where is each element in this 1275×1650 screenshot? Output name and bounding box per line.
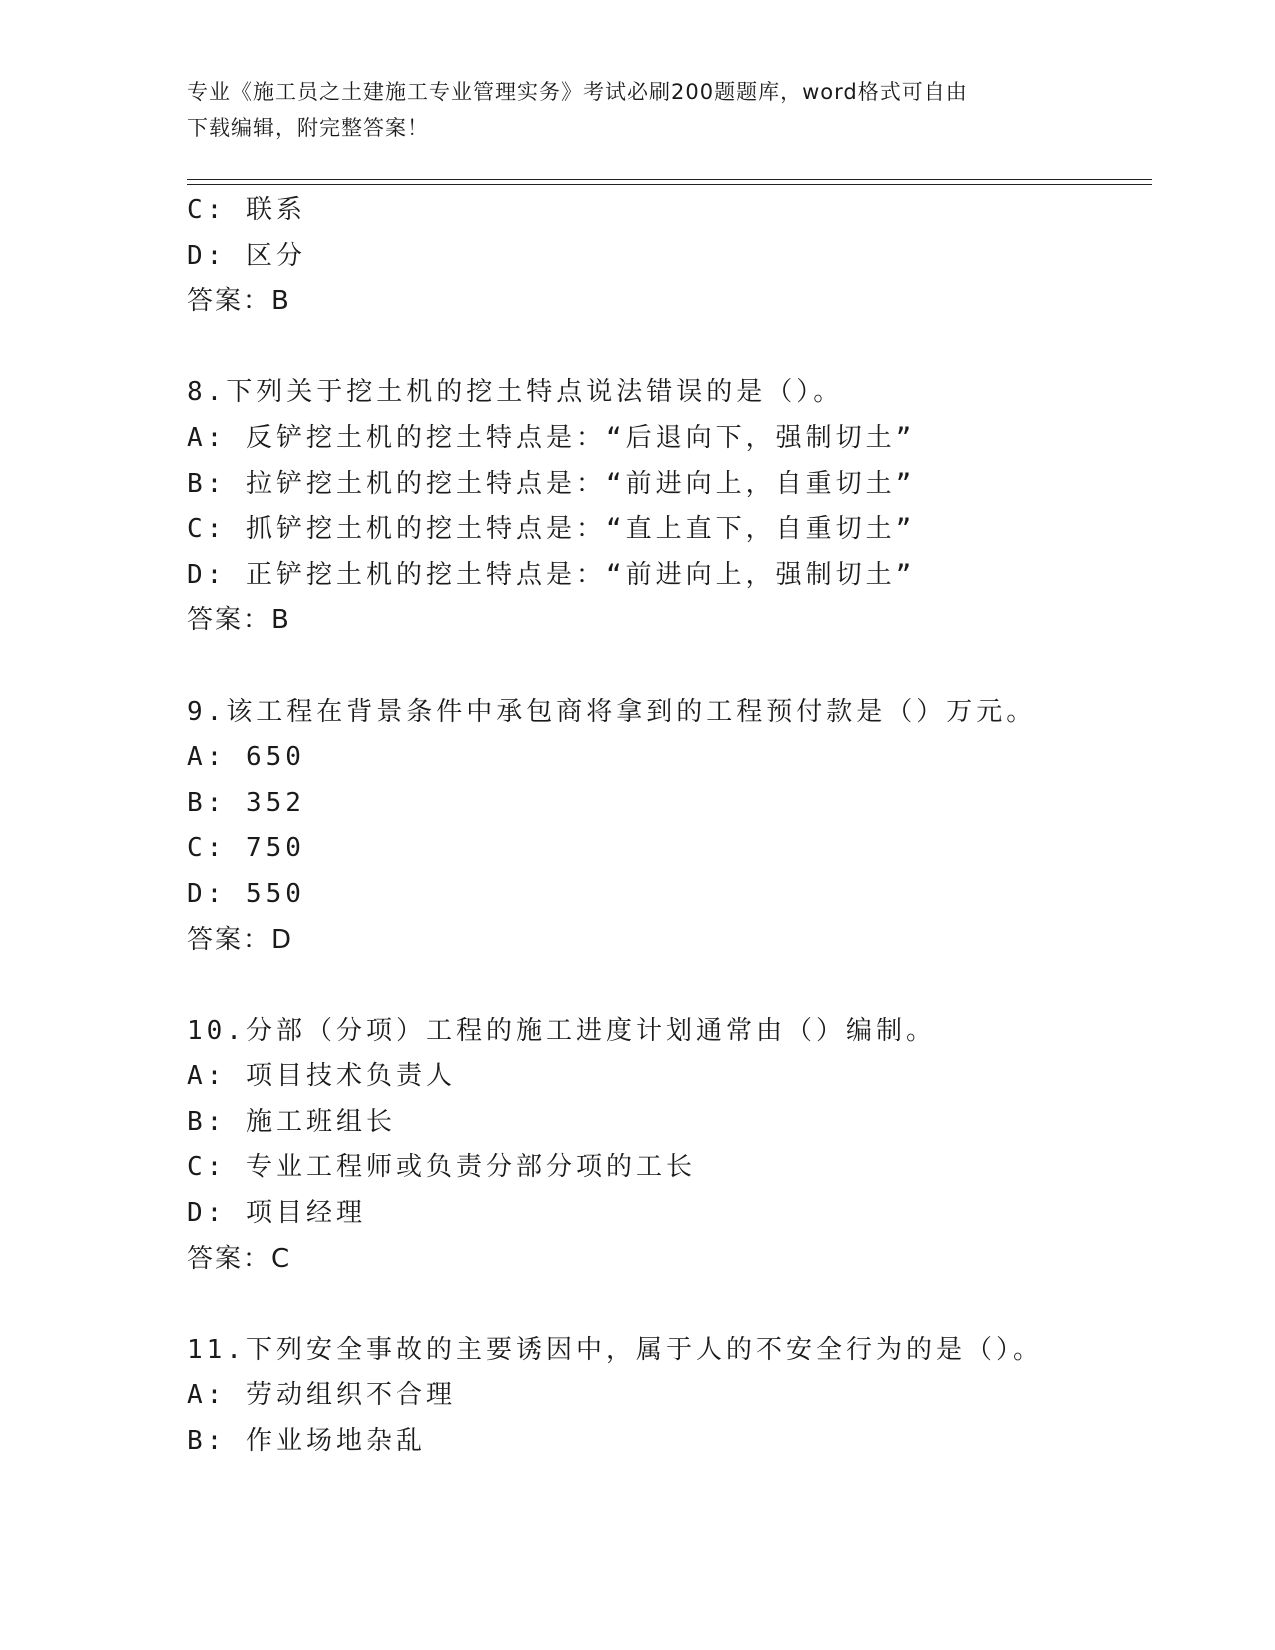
answer-line: 答案：B (187, 286, 291, 317)
answer-line: 答案：C (187, 1243, 292, 1274)
option-b: B: 施工班组长 (187, 1106, 396, 1137)
question-9 (187, 690, 1147, 964)
question-stem: 8.下列关于挖土机的挖土特点说法错误的是（）。 (187, 377, 844, 408)
header-divider-bottom (187, 184, 1152, 185)
question-fragment (187, 188, 1147, 325)
header-line-2: 下载编辑，附完整答案！ (187, 116, 429, 140)
question-8 (187, 370, 1147, 644)
question-11 (187, 1328, 1147, 1465)
answer-line: 答案：D (187, 924, 294, 955)
header-divider-top (187, 179, 1152, 180)
option-b: B: 作业场地杂乱 (187, 1426, 426, 1457)
option-b: B: 拉铲挖土机的挖土特点是：“前进向上，自重切土” (187, 468, 916, 499)
option-d: D: 550 (187, 878, 305, 909)
option-d: D: 正铲挖土机的挖土特点是：“前进向上，强制切土” (187, 559, 916, 590)
option-c: C: 抓铲挖土机的挖土特点是：“直上直下，自重切土” (187, 514, 916, 545)
question-list (187, 188, 1147, 1465)
spacer (187, 325, 1147, 371)
spacer (187, 963, 1147, 1009)
option-b: B: 352 (187, 787, 305, 818)
question-stem: 9.该工程在背景条件中承包商将拿到的工程预付款是（）万元。 (187, 696, 1037, 727)
option-a: A: 劳动组织不合理 (187, 1380, 456, 1411)
option-c: C: 联系 (187, 195, 306, 225)
answer-line: 答案：B (187, 605, 291, 636)
spacer (187, 1282, 1147, 1328)
option-d: D: 项目经理 (187, 1198, 366, 1229)
document-header (187, 74, 1087, 146)
option-a: A: 项目技术负责人 (187, 1061, 456, 1092)
option-c: C: 750 (187, 833, 305, 864)
option-a: A: 反铲挖土机的挖土特点是：“后退向下，强制切土” (187, 422, 916, 453)
question-stem: 10.分部（分项）工程的施工进度计划通常由（）编制。 (187, 1015, 936, 1046)
header-line-1: 专业《施工员之土建施工专业管理实务》考试必刷200题题库，word格式可自由 (187, 80, 968, 104)
question-10 (187, 1009, 1147, 1283)
option-c: C: 专业工程师或负责分部分项的工长 (187, 1152, 696, 1183)
option-d: D: 区分 (187, 240, 306, 271)
spacer (187, 644, 1147, 690)
question-stem: 11.下列安全事故的主要诱因中，属于人的不安全行为的是（）。 (187, 1334, 1043, 1365)
option-a: A: 650 (187, 742, 305, 773)
